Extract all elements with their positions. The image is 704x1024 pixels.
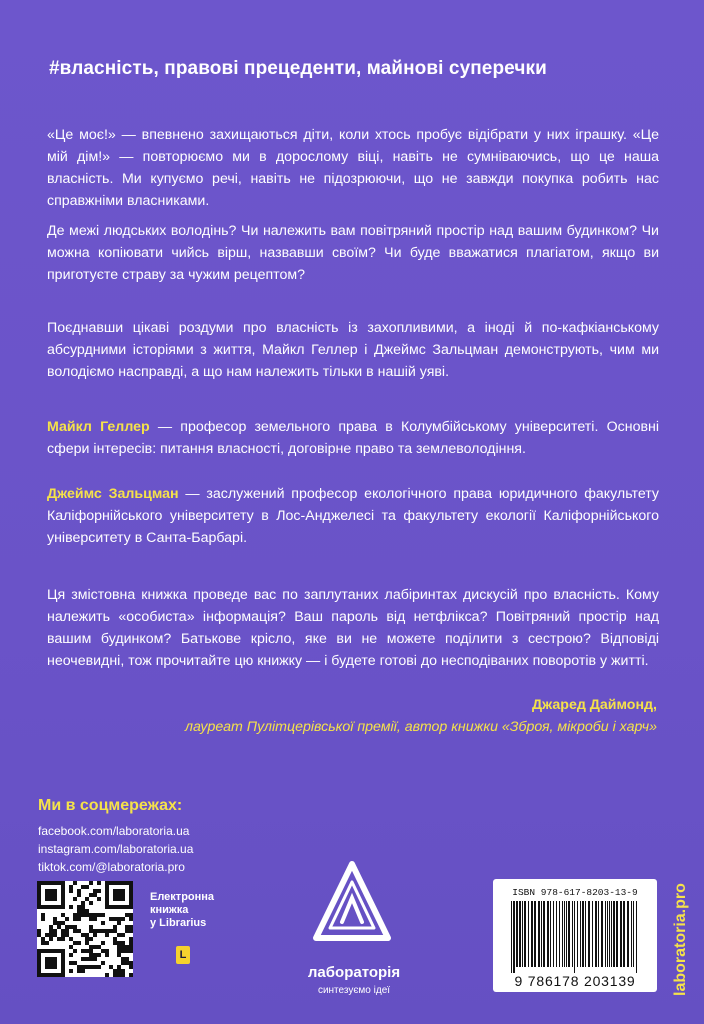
social-heading: Ми в соцмережах: — [38, 797, 183, 814]
qr-code-icon — [37, 881, 133, 977]
publisher-name: лабораторія — [307, 964, 401, 981]
social-link-facebook: facebook.com/laboratoria.ua — [38, 824, 190, 838]
description-paragraph-1: «Це моє!» — впевнено захищаються діти, коли хтось пробує відібрати у них іграшку. «Це мій дім!» — повторюємо ми в дорослому віці, навіть не сумніваючись, що це наша власність. Ми купуємо речі, навіть не підозрюючи, що не завжди покупка робить нас справжніми власниками. — [47, 127, 659, 209]
ebook-line-2: книжка — [150, 904, 189, 916]
isbn-barcode — [493, 879, 657, 992]
publisher-website: laboratoria.pro — [672, 883, 689, 996]
ebook-line-1: Електронна — [150, 891, 215, 903]
author-name-1: Майкл Геллер — [47, 419, 150, 435]
publisher-tagline: синтезуємо ідеї — [317, 985, 391, 996]
hashtags-heading: #власність, правові прецеденти, майнові суперечки — [49, 58, 547, 79]
barcode-number: 9 786178 203139 — [514, 973, 636, 989]
librarius-icon: L — [176, 946, 190, 964]
author-name-2: Джеймс Зальцман — [47, 486, 179, 502]
quote-author: Джаред Даймонд, — [532, 697, 657, 713]
author-bio-2 — [47, 483, 659, 549]
laboratoria-logo-icon — [312, 860, 392, 950]
qr-code-graphic — [37, 881, 133, 977]
ebook-label — [150, 891, 214, 930]
description-paragraph-3: Поєднавши цікаві роздуми про власність із захопливими, а іноді й по-кафкіанському абсурдними історіями з життя, Майкл Геллер і Джеймс Зальцман демонструють, чим ми володіємо насправді, а що нам належить тільки в нашій уяві. — [47, 320, 659, 380]
author-bio-1 — [47, 416, 659, 460]
quote-credit: лауреат Пулітцерівської премії, автор книжки «Зброя, мікроби і харч» — [185, 719, 657, 735]
social-link-tiktok: tiktok.com/@laboratoria.pro — [38, 860, 185, 874]
author-bio-text-1: — професор земельного права в Колумбійському університеті. Основні сфери інтересів: питання власності, договірне право та землеволодіння. — [47, 419, 659, 457]
review-quote: Ця змістовна книжка проведе вас по заплутаних лабіринтах дискусій про власність. Кому належить «особиста» інформація? Ваш пароль від нетфлікса? Повітряний простір над вашим будинком? Батькове крісло, яке ви не можете поділити з сестрою? Відповіді неочевидні, тож прочитайте цю книжку — і будете готові до несподіваних поворотів у житті. — [47, 587, 659, 669]
description-paragraph-2: Де межі людських володінь? Чи належить вам повітряний простір над вашим будинком? Чи можна копіювати чийсь вірш, назвавши своїм? Чи буде вважатися плагіатом, якщо ви приготуєте страву за чужим рецептом? — [47, 223, 659, 283]
barcode-icon — [511, 901, 639, 973]
social-links — [38, 822, 193, 876]
social-link-instagram: instagram.com/laboratoria.ua — [38, 842, 194, 856]
ebook-line-3: у Librarius — [150, 917, 207, 929]
author-bio-text-2: — заслужений професор екологічного права юридичного факультету Каліфорнійського університету в Лос-Анджелесі та факультету екології Каліфорнійського університету в Санта-Барбарі. — [47, 486, 659, 546]
isbn-label: ISBN 978-617-8203-13-9 — [512, 887, 638, 898]
